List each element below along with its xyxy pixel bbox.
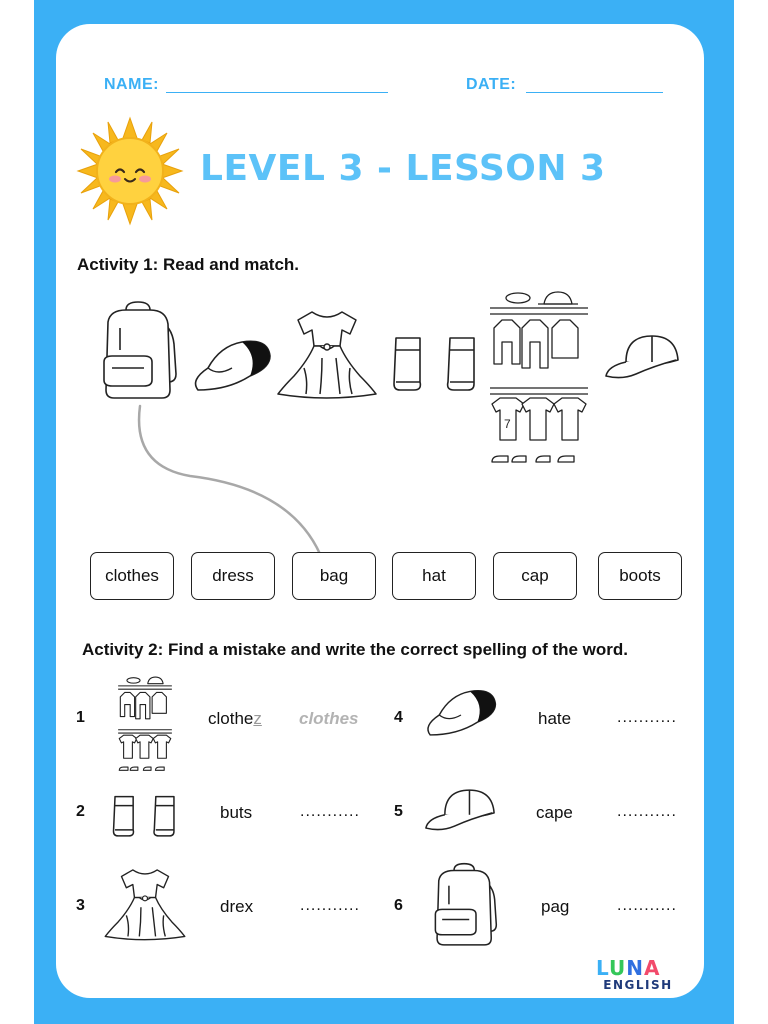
word-box-clothes[interactable]: clothes	[90, 552, 174, 600]
logo-subtitle: ENGLISH	[603, 978, 673, 992]
logo-letter: A	[644, 956, 661, 980]
activity2-heading: Activity 2: Find a mistake and write the correct spelling of the word.	[82, 640, 629, 659]
answer-blank[interactable]: ...........	[617, 803, 677, 820]
name-label: NAME:	[104, 76, 159, 93]
item-number: 5	[394, 803, 403, 820]
backpack-icon	[430, 862, 500, 950]
answer-blank[interactable]: ...........	[617, 897, 677, 914]
match-line	[130, 404, 330, 554]
word-box-hat[interactable]: hat	[392, 552, 476, 600]
item-number: 4	[394, 709, 403, 726]
item-number: 6	[394, 897, 403, 914]
word-text: clothe	[208, 709, 254, 728]
luna-english-logo	[596, 958, 680, 992]
sample-answer: clothes	[299, 709, 359, 728]
misspelled-word	[208, 709, 262, 729]
logo-letter: N	[626, 956, 645, 980]
sun-hat-icon	[192, 336, 272, 400]
item-number: 2	[76, 803, 85, 820]
answer-blank[interactable]: ...........	[617, 709, 677, 726]
dress-icon	[102, 866, 188, 942]
sun-hat-icon	[424, 686, 498, 744]
word-box-dress[interactable]: dress	[191, 552, 275, 600]
cap-icon	[604, 332, 680, 384]
item-number: 1	[76, 709, 85, 726]
misspelled-word: pag	[541, 897, 570, 916]
boots-icon	[112, 795, 180, 839]
word-box-bag[interactable]: bag	[292, 552, 376, 600]
date-label: DATE:	[466, 76, 517, 93]
date-line[interactable]	[526, 92, 663, 93]
name-line[interactable]	[166, 92, 388, 93]
mistake-letter: z	[253, 709, 262, 728]
logo-letter: L	[596, 956, 610, 980]
clothes-rack-icon	[116, 676, 174, 778]
misspelled-word: buts	[220, 803, 253, 822]
answer-blank[interactable]: ...........	[300, 897, 360, 914]
boots-icon	[392, 336, 482, 394]
sun-icon	[76, 116, 184, 226]
misspelled-word: drex	[220, 897, 254, 916]
page-title: LEVEL 3 - LESSON 3	[200, 148, 606, 189]
item-number: 3	[76, 897, 85, 914]
cap-icon	[424, 786, 496, 836]
word-box-boots[interactable]: boots	[598, 552, 682, 600]
answer-blank[interactable]: ...........	[300, 803, 360, 820]
logo-wordmark	[596, 958, 680, 978]
misspelled-word: hate	[538, 709, 572, 728]
dress-icon	[274, 308, 380, 400]
svg-text:7: 7	[504, 417, 511, 431]
misspelled-word: cape	[536, 803, 573, 822]
logo-letter: U	[609, 956, 627, 980]
activity1-heading: Activity 1: Read and match.	[77, 255, 300, 274]
backpack-icon	[98, 300, 180, 404]
clothes-rack-icon	[488, 290, 590, 476]
word-box-cap[interactable]: cap	[493, 552, 577, 600]
